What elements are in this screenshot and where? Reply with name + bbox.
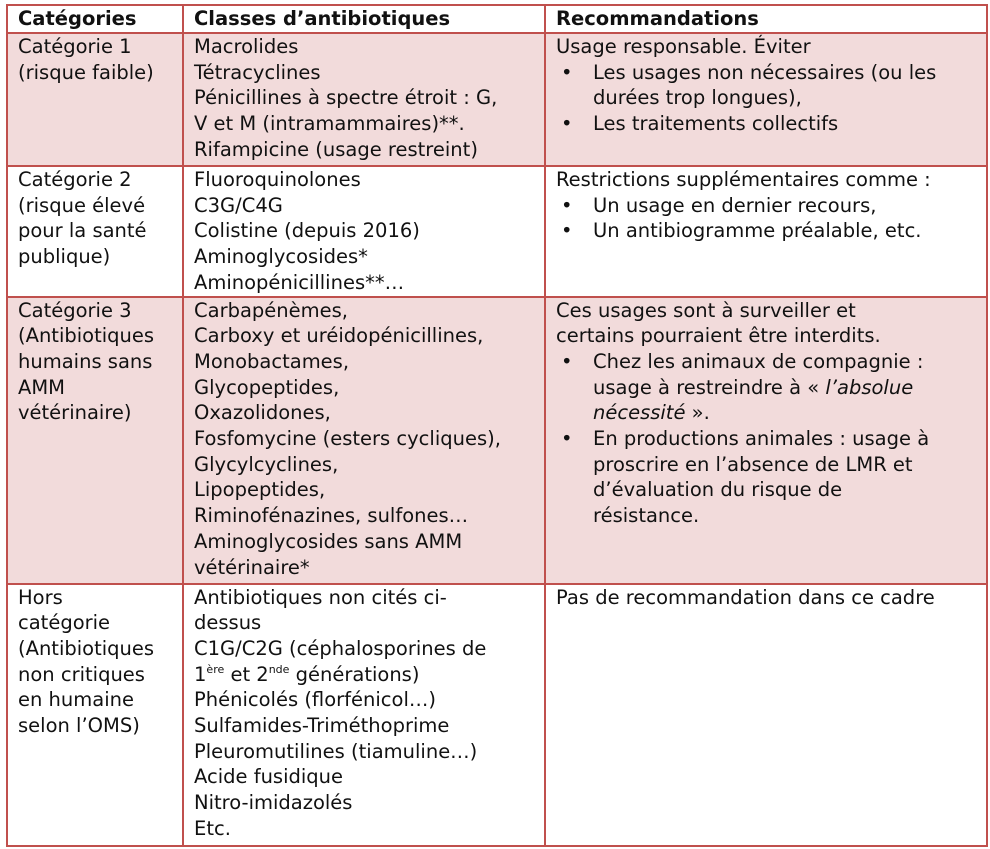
class-line: Sulfamides-Triméthoprime [194, 714, 450, 738]
class-line: vétérinaire* [194, 555, 310, 579]
gen-text: générations) [289, 662, 420, 686]
rec-bullet [556, 60, 980, 111]
header-classes: Classes d’antibiotiques [183, 5, 545, 33]
class-line: Monobactames, [194, 349, 350, 373]
rec-bullet-line: En productions animales : usage à [593, 427, 930, 451]
class-line: Rifampicine (usage restreint) [194, 137, 478, 161]
class-line: Aminoglycosides* [194, 245, 368, 269]
category-line: AMM [18, 375, 65, 399]
category-line: (Antibiotiques [18, 324, 155, 348]
header-recommendations: Recommandations [545, 5, 987, 33]
classes-cell [183, 166, 545, 297]
classes-cell [183, 297, 545, 584]
class-line: Glycylcyclines, [194, 452, 339, 476]
class-line: V et M (intramammaires)**. [194, 112, 465, 136]
rec-emphasis: nécessité [593, 401, 686, 425]
class-line: Colistine (depuis 2016) [194, 219, 420, 243]
rec-bullet-line [593, 375, 980, 401]
class-line: Carbapénèmes, [194, 298, 348, 322]
gen-superscript: ère [206, 662, 225, 676]
class-line: Pénicillines à spectre étroit : G, [194, 86, 498, 110]
class-line: Carboxy et uréidopénicillines, [194, 324, 484, 348]
category-line: Catégorie 2 [18, 168, 132, 191]
recommendations-cell [545, 584, 987, 846]
gen-superscript: nde [268, 662, 290, 676]
category-cell [7, 166, 183, 297]
class-line: Tétracyclines [194, 60, 321, 84]
rec-text: ». [685, 401, 710, 425]
rec-bullet-line: Les traitements collectifs [593, 112, 839, 136]
recommendations-cell [545, 33, 987, 166]
classes-cell [183, 584, 545, 846]
class-line: Etc. [194, 816, 231, 840]
class-line-generations [194, 662, 538, 688]
rec-bullet [556, 218, 980, 244]
gen-text: 1 [194, 662, 207, 686]
category-cell [7, 584, 183, 846]
table-row-category-3 [7, 297, 987, 584]
category-line: catégorie [18, 611, 111, 635]
rec-bullet-line: Un antibiogramme préalable, etc. [593, 219, 922, 243]
antibiotic-categories-table [6, 4, 988, 847]
class-line: Riminofénazines, sulfones… [194, 504, 469, 528]
table-row-category-1 [7, 33, 987, 166]
category-cell [7, 33, 183, 166]
class-line: Aminoglycosides sans AMM [194, 529, 463, 553]
category-line: Catégorie 1 [18, 35, 132, 58]
bullet-dot: • [561, 112, 573, 136]
class-line: C1G/C2G (céphalosporines de [194, 636, 487, 660]
classes-cell [183, 33, 545, 166]
class-line: Lipopeptides, [194, 478, 326, 502]
bullet-dot: • [561, 193, 573, 217]
category-line: non critiques [18, 662, 145, 686]
category-line: (risque faible) [18, 60, 154, 84]
category-line: Hors [18, 585, 63, 609]
bullet-dot: • [561, 427, 573, 451]
category-line: publique) [18, 245, 111, 269]
category-line: (risque élevé [18, 193, 146, 217]
rec-intro: Ces usages sont à surveiller et [556, 298, 856, 322]
bullet-dot: • [561, 349, 573, 373]
table-row-hors-categorie [7, 584, 987, 846]
class-line: Macrolides [194, 35, 299, 58]
category-line: selon l’OMS) [18, 714, 140, 738]
rec-bullet-line: durées trop longues), [593, 86, 802, 110]
bullet-dot: • [561, 60, 573, 84]
category-line: en humaine [18, 688, 134, 712]
rec-text: usage à restreindre à « [593, 375, 826, 399]
class-line: C3G/C4G [194, 193, 283, 217]
category-line: humains sans [18, 349, 153, 373]
header-row [7, 5, 987, 33]
rec-bullet-line [593, 400, 980, 426]
class-line: Nitro-imidazolés [194, 791, 353, 815]
rec-bullet [556, 111, 980, 137]
bullet-dot: • [561, 219, 573, 243]
category-line: (Antibiotiques [18, 636, 155, 660]
class-line: Aminopénicillines**… [194, 270, 405, 294]
rec-bullet-line: résistance. [593, 504, 700, 528]
rec-bullet [556, 426, 980, 529]
category-cell [7, 297, 183, 584]
rec-bullet [556, 193, 980, 219]
rec-intro: certains pourraient être interdits. [556, 324, 881, 348]
class-line: Pleuromutilines (tiamuline…) [194, 739, 478, 763]
class-line: Acide fusidique [194, 765, 344, 789]
category-line: pour la santé [18, 219, 147, 243]
class-line: Fosfomycine (esters cycliques), [194, 427, 501, 451]
rec-bullet-line: Chez les animaux de compagnie : [593, 349, 924, 373]
rec-bullet-line: Un usage en dernier recours, [593, 193, 877, 217]
class-line: Oxazolidones, [194, 401, 331, 425]
class-line: Antibiotiques non cités ci- [194, 585, 447, 609]
recommendations-cell [545, 297, 987, 584]
class-line: Fluoroquinolones [194, 168, 361, 191]
class-line: dessus [194, 611, 262, 635]
class-line: Phénicolés (florfénicol…) [194, 688, 436, 712]
rec-bullet [556, 349, 980, 426]
rec-bullet-line: Les usages non nécessaires (ou les [593, 60, 937, 84]
table-row-category-2 [7, 166, 987, 297]
gen-text: et 2 [224, 662, 269, 686]
category-line: vétérinaire) [18, 401, 132, 425]
category-line: Catégorie 3 [18, 298, 132, 322]
rec-bullet-line: d’évaluation du risque de [593, 478, 843, 502]
recommendations-cell [545, 166, 987, 297]
rec-intro: Usage responsable. Éviter [556, 35, 811, 58]
class-line: Glycopeptides, [194, 375, 340, 399]
rec-intro: Pas de recommandation dans ce cadre [556, 585, 935, 609]
rec-bullet-line: proscrire en l’absence de LMR et [593, 452, 913, 476]
rec-intro: Restrictions supplémentaires comme : [556, 168, 931, 191]
header-categories: Catégories [7, 5, 183, 33]
rec-emphasis: l’absolue [825, 375, 914, 399]
